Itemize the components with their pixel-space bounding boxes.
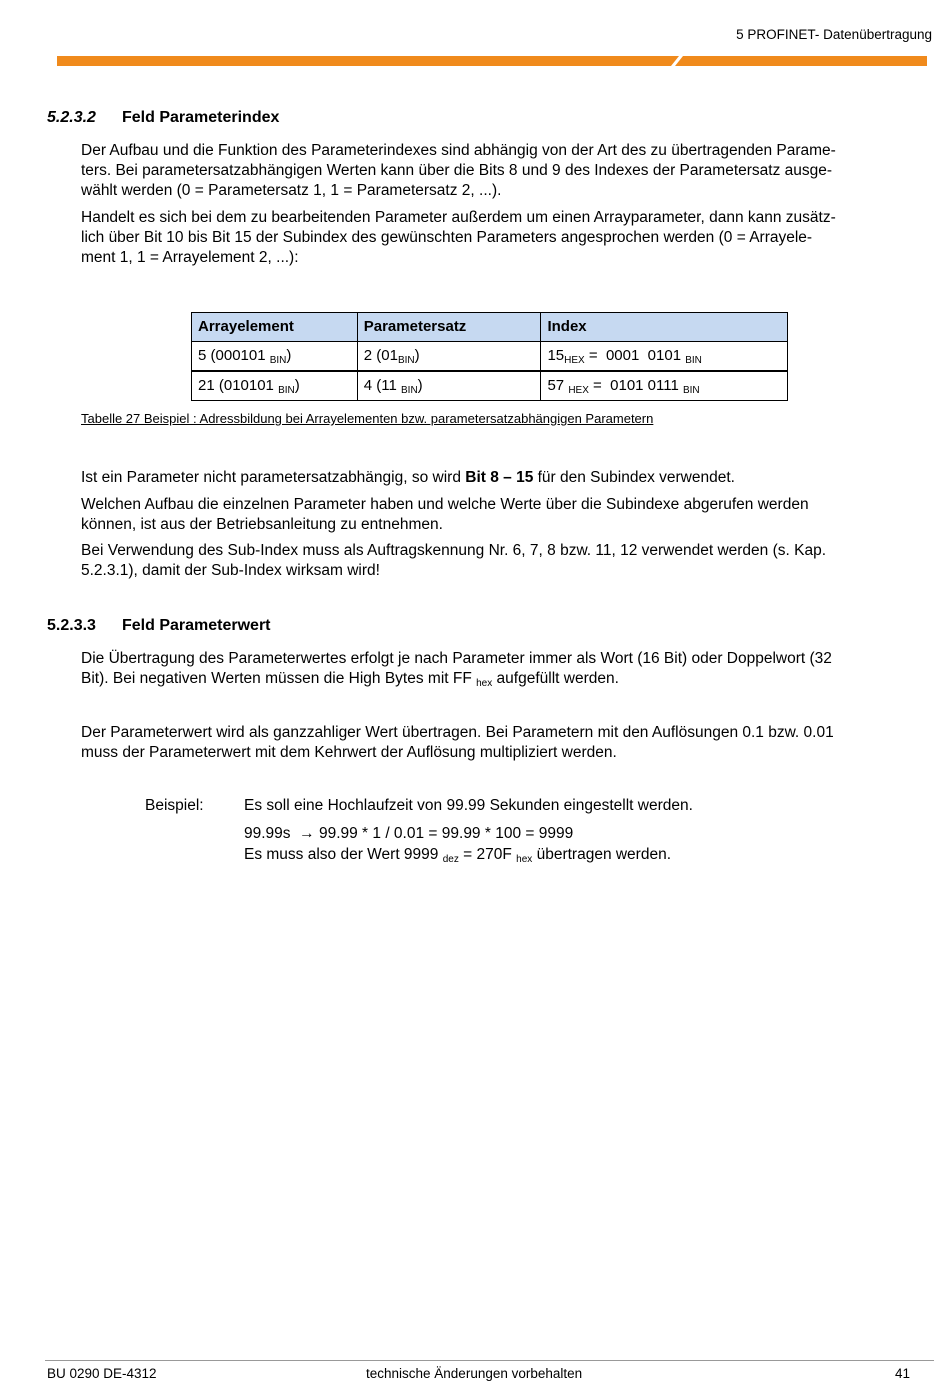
paragraph-index-intro — [81, 141, 932, 201]
table-header-cell: Parametersatz — [357, 313, 541, 342]
section-number: 5.2.3.3 — [47, 617, 96, 634]
table-header-row — [192, 313, 788, 342]
text-line: ment 1, 1 = Arrayelement 2, ...): — [81, 249, 299, 266]
address-table — [191, 312, 788, 401]
table-row — [192, 371, 788, 401]
example-label: Beispiel: — [145, 797, 204, 814]
footer-document-id: BU 0290 DE-4312 — [47, 1366, 157, 1381]
table-cell: $15_{HEX} = 0001$ 0101 $_{BIN}$ — [541, 342, 788, 372]
example-text: Es soll eine Hochlaufzeit von 99.99 Sekunden eingestellt werden. — [244, 797, 693, 814]
text-line: Der Parameterwert wird als ganzzahliger Wert übertragen. Bei Parametern mit den Auflösungen 0.1 bzw. 0.01 — [81, 724, 834, 741]
table-cell: 2 $(01_{BIN})$ — [357, 342, 541, 372]
text-line: Der Aufbau und die Funktion des Parameterindexes sind abhängig von der Art des zu übertragenden Parame- — [81, 142, 836, 159]
section-number: 5.2.3.2 — [47, 109, 96, 126]
paragraph-integer-value — [81, 723, 932, 763]
section-heading-parameterindex — [47, 108, 279, 128]
header-accent-shape — [57, 56, 927, 66]
example-result: Es muss also der Wert 9999 $_{dez}$ = 270F $_{hex}$ übertragen werden. — [244, 846, 672, 865]
text-line: wählt werden (0 = Parametersatz 1, 1 = Parametersatz 2, ...). — [81, 182, 502, 199]
text-line: können, ist aus der Betriebsanleitung zu entnehmen. — [81, 516, 443, 533]
page-number: 41 — [894, 1366, 910, 1381]
text-line: lich über Bit 10 bis Bit 15 der Subindex des gewünschten Parameters angesprochen werden (0 = Arrayele- — [81, 229, 813, 246]
table-header-cell: Index — [541, 313, 788, 342]
bold-bits: Bit 8 – 15 — [465, 469, 534, 486]
section-title: Feld Parameterindex — [122, 109, 280, 126]
text-line: Welchen Aufbau die einzelnen Parameter haben und welche Werte über die Subindexe abgerufen werden — [81, 496, 809, 513]
section-heading-parameterwert — [47, 616, 271, 636]
text-line: muss der Parameterwert mit dem Kehrwert der Auflösung multipliziert werden. — [81, 744, 617, 761]
paragraph-value-transfer — [81, 649, 932, 689]
paragraph-subindex-usage — [81, 541, 932, 581]
text-line: Handelt es sich bei dem zu bearbeitenden Parameter außerdem um einen Arrayparameter, dann kann zusätz- — [81, 209, 836, 226]
arrow-icon: → — [299, 825, 315, 842]
table-cell: 5 (000101 $_{BIN}$) — [192, 342, 358, 372]
paragraph-parameter-structure — [81, 495, 932, 535]
header-accent-bar — [57, 56, 927, 66]
table-cell: 57 $_{HEX}$ = 0101 0111 $_{BIN}$ — [541, 371, 788, 401]
text-line: ters. Bei parametersatzabhängigen Werten kann über die Bits 8 und 9 des Indexes der Parametersatz ausge- — [81, 162, 833, 179]
footer-notice: technische Änderungen vorbehalten — [366, 1366, 583, 1381]
table-row — [192, 342, 788, 372]
paragraph-array-parameter — [81, 208, 932, 268]
example-calculation: 99.99s → 99.99 * 1 / 0.01 = 99.99 * 100 = 9999 — [244, 825, 574, 842]
section-title: Feld Parameterwert — [122, 617, 271, 634]
table-cell: 4 (11 $_{BIN}$) — [357, 371, 541, 401]
table-header-cell: Arrayelement — [192, 313, 358, 342]
chapter-header: 5 PROFINET- Datenübertragung — [736, 27, 932, 42]
text-line: 5.2.3.1), damit der Sub-Index wirksam wird! — [81, 562, 380, 579]
text-line: Bei Verwendung des Sub-Index muss als Auftragskennung Nr. 6, 7, 8 bzw. 11, 12 verwendet werden (s. Kap. — [81, 542, 827, 559]
table-caption: Tabelle 27 Beispiel : Adressbildung bei Arrayelementen bzw. parametersatzabhängigen Parametern — [81, 411, 654, 426]
paragraph-subindex-bits: Ist ein Parameter nicht parametersatzabhängig, so wird Bit 8 – 15 für den Subindex verwendet. — [81, 469, 735, 486]
text-line: Bit). Bei negativen Werten müssen die High Bytes mit FF $_{hex}$ aufgefüllt werden. — [81, 670, 619, 689]
text-line: Die Übertragung des Parameterwertes erfolgt je nach Parameter immer als Wort (16 Bit) oder Doppelwort (32 — [81, 650, 832, 667]
table-cell: 21 (010101 $_{BIN}$) — [192, 371, 358, 401]
footer-divider — [45, 1360, 934, 1361]
